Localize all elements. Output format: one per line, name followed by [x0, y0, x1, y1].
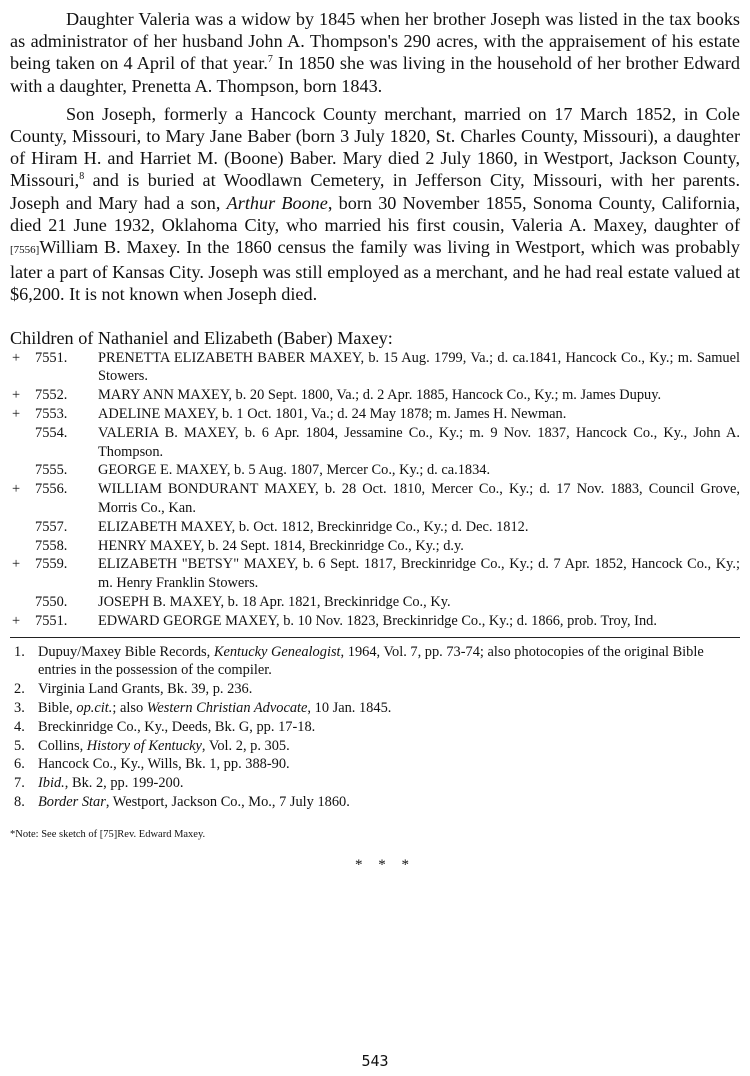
child-entry — [10, 405, 740, 424]
footnote — [10, 680, 740, 699]
footnote-divider — [10, 637, 740, 638]
footnote-text — [38, 793, 740, 812]
footnote-number: 7. — [14, 775, 25, 792]
child-number: 7557. — [35, 518, 68, 535]
footnote-number: 2. — [14, 681, 25, 698]
citation-text: , 1964, Vol. 7, pp. 73-74; also photocopies of the original Bible entries in the possession of the compiler. — [38, 643, 704, 679]
document-page — [10, 8, 740, 874]
italic-name: Arthur Boone — [226, 192, 328, 213]
descendant-marker: + — [12, 406, 21, 423]
citation-title: op.cit. — [76, 699, 113, 716]
footnote — [10, 737, 740, 756]
child-text: VALERIA B. MAXEY, b. 6 Apr. 1804, Jessamine Co., Ky.; m. 9 Nov. 1837, Hancock Co., Ky., John A. Thompson. — [98, 424, 740, 460]
paragraph-valeria — [10, 8, 740, 97]
paragraph-text: Daughter Valeria was a widow by 1845 when her brother Joseph was listed in the tax books as administrator of her husband John A. Thompson's 290 acres, with the appraisement of his estate being taken on 4 April of that year. — [10, 9, 740, 74]
footnotes-list — [10, 643, 740, 812]
child-entry — [10, 612, 740, 631]
child-entry — [10, 537, 740, 556]
descendant-marker: + — [12, 349, 21, 366]
section-break: * * * — [355, 856, 415, 873]
citation-text: Dupuy/Maxey Bible Records, — [38, 643, 214, 660]
child-number: 7558. — [35, 537, 68, 554]
child-entry — [10, 518, 740, 537]
citation-text: , Vol. 2, p. 305. — [201, 737, 290, 754]
paragraph-text: Son Joseph, formerly a Hancock County merchant, married on 17 March 1852, in Cole County, Missouri, to Mary Jane Baber (born 3 July 1820, St. Charles County, Missouri), a daughter of Hiram H. and Harriet M. (Boone) Baber. Mary died 2 July 1860, in Westport, Jackson County, Missouri, — [10, 103, 740, 191]
child-number: 7551. — [35, 349, 68, 366]
citation-text: Hancock Co., Ky., Wills, Bk. 1, pp. 388-90. — [38, 756, 290, 773]
footnote-text — [38, 774, 740, 793]
footnote — [10, 643, 740, 681]
child-entry — [10, 386, 740, 405]
child-number: 7556. — [35, 481, 68, 498]
footnote-number: 5. — [14, 737, 25, 754]
paragraph-text: In 1850 she was living in the household of her brother Edward with a daughter, Prenetta A. Thompson, born 1843. — [10, 53, 740, 96]
child-number: 7554. — [35, 424, 68, 441]
citation-text: Collins, — [38, 737, 87, 754]
citation-text: , Westport, Jackson Co., Mo., 7 July 1860. — [105, 793, 350, 810]
child-text: GEORGE E. MAXEY, b. 5 Aug. 1807, Mercer Co., Ky.; d. ca.1834. — [98, 462, 491, 479]
child-text: JOSEPH B. MAXEY, b. 18 Apr. 1821, Breckinridge Co., Ky. — [98, 594, 451, 610]
footnote — [10, 774, 740, 793]
child-text: MARY ANN MAXEY, b. 20 Sept. 1800, Va.; d. 2 Apr. 1885, Hancock Co., Ky.; m. James Dupuy. — [98, 387, 662, 404]
children-list — [10, 349, 740, 631]
citation-title: Border Star — [38, 793, 106, 810]
citation-title: Ibid. — [38, 775, 65, 792]
paragraph-text: and is buried at Woodlawn Cemetery, in Jefferson City, Missouri, with her parents. Joseph and Mary had a son, — [10, 170, 740, 213]
footnote — [10, 718, 740, 737]
child-entry — [10, 424, 740, 462]
footnote-text — [38, 718, 740, 737]
child-number: 7553. — [35, 406, 68, 423]
child-entry — [10, 555, 740, 593]
footnote-text — [38, 755, 740, 774]
child-entry — [10, 349, 740, 387]
child-entry — [10, 461, 740, 480]
paragraph-joseph — [10, 103, 740, 306]
footnote-text — [38, 680, 740, 699]
citation-title: Western Christian Advocate — [146, 699, 308, 716]
footnote-text — [38, 699, 740, 718]
descendant-marker — [10, 461, 27, 480]
footnote — [10, 793, 740, 812]
child-text: ELIZABETH MAXEY, b. Oct. 1812, Breckinridge Co., Ky.; d. Dec. 1812. — [98, 518, 529, 535]
paragraph-text: , born 30 November 1855, Sonoma County, California, died 21 June 1932, Oklahoma City, who married his first cousin, Valeria A. Maxey, daughter of — [10, 192, 740, 235]
child-number: 7552. — [35, 387, 68, 404]
child-text: PRENETTA ELIZABETH BABER MAXEY, b. 15 Aug. 1799, Va.; d. ca.1841, Hancock Co., Ky.; m. Samuel Stowers. — [98, 349, 740, 385]
footnote — [10, 699, 740, 718]
footnote-ref: 7 — [267, 54, 273, 66]
child-entry — [10, 593, 740, 612]
descendant-marker: + — [12, 612, 21, 629]
citation-text: Virginia Land Grants, Bk. 39, p. 236. — [38, 681, 253, 698]
child-text: EDWARD GEORGE MAXEY, b. 10 Nov. 1823, Breckinridge Co., Ky.; d. 1866, prob. Troy, Ind. — [98, 612, 657, 629]
child-entry — [10, 480, 740, 518]
page-number: 543 — [361, 1052, 389, 1070]
child-text: WILLIAM BONDURANT MAXEY, b. 28 Oct. 1810, Mercer Co., Ky.; d. 17 Nov. 1883, Council Grove, Morris Co., Kan. — [98, 481, 740, 517]
descendant-marker — [10, 518, 27, 537]
paragraph-text: William B. Maxey. In the 1860 census the family was living in Westport, which was probably later a part of Kansas City. Joseph was still employed as a merchant, and he had real estate valued at $6,200. It is not known when Joseph died. — [10, 237, 740, 305]
citation-text: Bible, — [38, 699, 77, 716]
descendant-marker: + — [12, 481, 21, 498]
descendant-marker — [10, 593, 27, 612]
footnote-ref: 8 — [79, 171, 85, 183]
footnote-text — [38, 643, 740, 681]
child-text: ELIZABETH "BETSY" MAXEY, b. 6 Sept. 1817, Breckinridge Co., Ky.; d. 7 Apr. 1852, Hancock Co., Ky.; m. Henry Franklin Stowers. — [98, 556, 740, 592]
editor-note: *Note: See sketch of [75]Rev. Edward Maxey. — [10, 828, 206, 840]
footnote-number: 1. — [14, 643, 25, 660]
child-text: ADELINE MAXEY, b. 1 Oct. 1801, Va.; d. 24 May 1878; m. James H. Newman. — [98, 406, 567, 423]
citation-text: ; also — [112, 699, 147, 716]
citation-title: History of Kentucky — [86, 737, 202, 754]
descendant-marker — [10, 424, 27, 462]
child-number: 7555. — [35, 462, 68, 479]
child-text: HENRY MAXEY, b. 24 Sept. 1814, Breckinridge Co., Ky.; d.y. — [98, 537, 464, 554]
child-number: 7551. — [35, 612, 68, 629]
footnote-number: 6. — [14, 756, 25, 773]
children-heading: Children of Nathaniel and Elizabeth (Baber) Maxey: — [10, 327, 393, 348]
citation-title: Kentucky Genealogist — [213, 643, 341, 660]
footnote — [10, 755, 740, 774]
descendant-marker: + — [12, 387, 21, 404]
cross-reference: [7556] — [10, 244, 40, 257]
footnote-number: 4. — [14, 718, 25, 735]
descendant-marker: + — [12, 556, 21, 573]
footnote-text — [38, 737, 740, 756]
citation-text: , 10 Jan. 1845. — [307, 699, 392, 716]
citation-text: , Bk. 2, pp. 199-200. — [64, 775, 184, 792]
child-number: 7559. — [35, 556, 68, 573]
footnote-number: 8. — [14, 793, 25, 810]
child-number: 7550. — [35, 594, 68, 610]
footnote-number: 3. — [14, 699, 25, 716]
descendant-marker — [10, 537, 27, 556]
citation-text: Breckinridge Co., Ky., Deeds, Bk. G, pp. 17-18. — [38, 718, 316, 735]
